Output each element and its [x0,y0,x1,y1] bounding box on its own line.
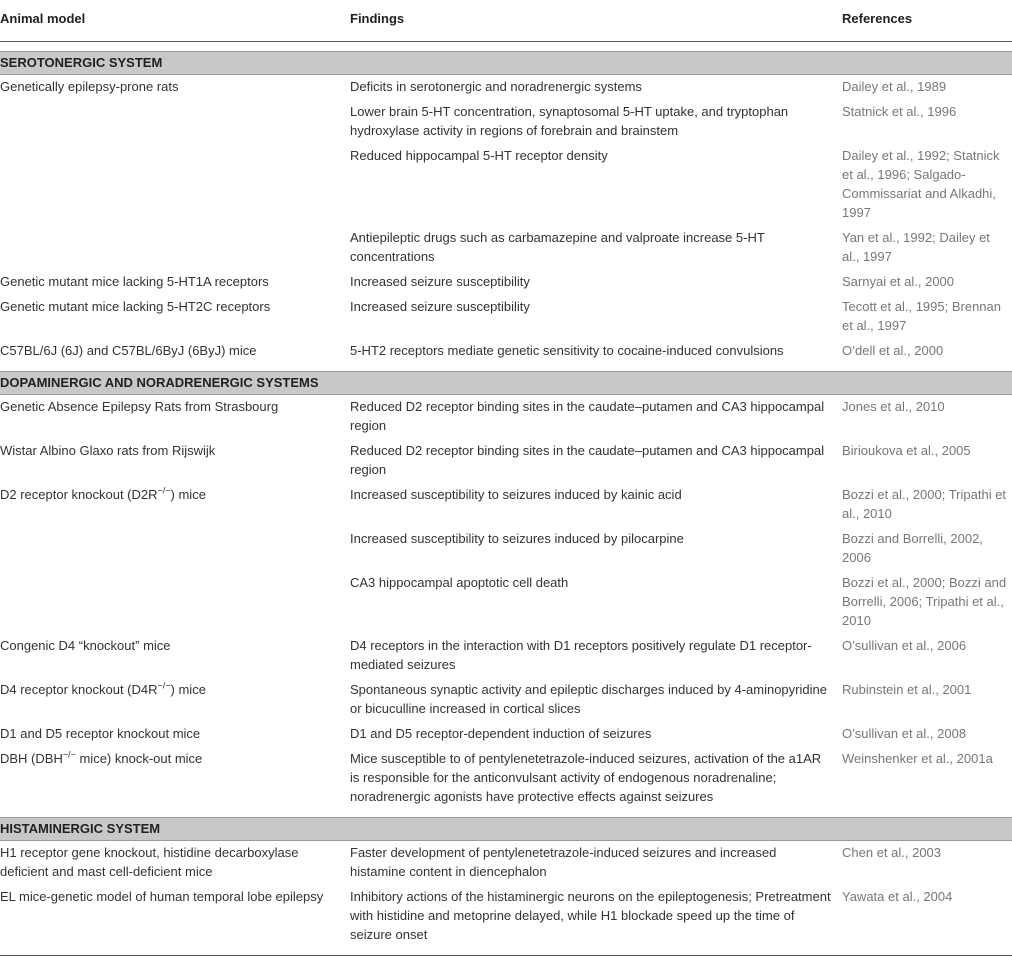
animal-model-text: Genetic mutant mice lacking 5-HT1A receptors [0,274,269,289]
reference-cell: O’sullivan et al., 2008 [842,726,967,741]
reference-cell: Statnick et al., 1996 [842,104,957,119]
animal-model-text: Genetic Absence Epilepsy Rats from Strasbourg [0,399,279,414]
gap-cell [0,810,1012,818]
finding-cell: Deficits in serotonergic and noradrenergic systems [350,79,642,94]
table-row [0,634,1012,678]
animal-model-superscript: −/− [157,485,171,496]
finding-cell: Increased susceptibility to seizures induced by kainic acid [350,487,682,502]
reference-cell: Bozzi et al., 2000; Bozzi and Borrelli, 2006; Tripathi et al., 2010 [842,575,1007,628]
animal-model-text: D1 and D5 receptor knockout mice [0,726,201,741]
reference-cell: Dailey et al., 1992; Statnick et al., 1996; Salgado-Commissariat and Alkadhi, 1997 [842,148,1000,220]
section-title: HISTAMINERGIC SYSTEM [0,818,1012,841]
table-row [0,527,1012,571]
animal-model-cell [0,885,350,948]
animal-model-text: Genetic mutant mice lacking 5-HT2C receptors [0,299,271,314]
animal-model-cell [0,571,350,634]
section-title: SEROTONERGIC SYSTEM [0,52,1012,75]
animal-model-text: Wistar Albino Glaxo rats from Rijswijk [0,443,216,458]
animal-model-text-tail: ) mice [170,682,206,697]
section-header-row [0,818,1012,841]
animal-model-cell [0,634,350,678]
animal-model-cell [0,483,350,527]
animal-model-cell [0,339,350,364]
finding-cell: Lower brain 5-HT concentration, synaptosomal 5-HT uptake, and tryptophan hydroxylase activity in regions of forebrain and brainstem [350,104,789,138]
finding-cell: Increased seizure susceptibility [350,274,530,289]
finding-cell: Increased seizure susceptibility [350,299,530,314]
table-row [0,100,1012,144]
finding-cell: Mice susceptible to of pentylenetetrazole-induced seizures, activation of the a1AR is responsible for the anticonvulsant activity of endogenous noradrenaline; noradrenergic agonists have protective effects against seizures [350,751,822,804]
animal-model-text: D4 receptor knockout (D4R [0,682,158,697]
animal-model-text: D2 receptor knockout (D2R [0,487,158,502]
reference-cell: Dailey et al., 1989 [842,79,947,94]
animal-model-cell [0,722,350,747]
spacer-cell [0,42,1012,52]
finding-cell: Inhibitory actions of the histaminergic neurons on the epileptogenesis; Pretreatment with histidine and metoprine delayed, while H1 blockade speed up the time of seizure onset [350,889,831,942]
section-title: DOPAMINERGIC AND NORADRENERGIC SYSTEMS [0,372,1012,395]
reference-cell: Yawata et al., 2004 [842,889,953,904]
reference-cell: Tecott et al., 1995; Brennan et al., 1997 [842,299,1001,333]
table-row [0,747,1012,810]
reference-cell: Jones et al., 2010 [842,399,945,414]
table-row [0,144,1012,226]
animal-model-cell [0,678,350,722]
table-row [0,75,1012,101]
animal-model-text: Congenic D4 “knockout” mice [0,638,171,653]
gap-cell [0,948,1012,956]
section-header-row [0,372,1012,395]
gap-cell [0,364,1012,372]
table-row [0,841,1012,886]
table-row [0,439,1012,483]
reference-cell: Yan et al., 1992; Dailey et al., 1997 [842,230,990,264]
reference-cell: Weinshenker et al., 2001a [842,751,993,766]
table-body [0,42,1012,956]
animal-model-text: Genetically epilepsy-prone rats [0,79,179,94]
animal-model-superscript: −/− [62,749,76,760]
animal-model-cell [0,841,350,886]
animal-model-cell [0,395,350,440]
section-gap [0,810,1012,818]
section-header-row [0,52,1012,75]
finding-cell: Faster development of pentylenetetrazole-induced seizures and increased histamine content in diencephalon [350,845,777,879]
table-row [0,483,1012,527]
animal-model-cell [0,439,350,483]
animal-model-cell [0,144,350,226]
table-header [0,0,1012,42]
finding-cell: Reduced D2 receptor binding sites in the caudate–putamen and CA3 hippocampal region [350,443,825,477]
finding-cell: Increased susceptibility to seizures induced by pilocarpine [350,531,684,546]
animal-model-cell [0,527,350,571]
animal-model-text: C57BL/6J (6J) and C57BL/6ByJ (6ByJ) mice [0,343,257,358]
animal-model-text: H1 receptor gene knockout, histidine decarboxylase deficient and mast cell-deficient mice [0,845,299,879]
header-findings: Findings [350,0,842,42]
table-row [0,295,1012,339]
finding-cell: Reduced hippocampal 5-HT receptor density [350,148,608,163]
table-row [0,678,1012,722]
animal-model-cell [0,100,350,144]
finding-cell: Reduced D2 receptor binding sites in the caudate–putamen and CA3 hippocampal region [350,399,825,433]
reference-cell: O’dell et al., 2000 [842,343,944,358]
reference-cell: Bozzi et al., 2000; Tripathi et al., 2010 [842,487,1007,521]
reference-cell: Sarnyai et al., 2000 [842,274,955,289]
table-row [0,339,1012,364]
animal-model-text: DBH (DBH [0,751,63,766]
table-row [0,395,1012,440]
section-gap [0,948,1012,956]
animal-model-cell [0,75,350,101]
table-row [0,226,1012,270]
reference-cell: Bozzi and Borrelli, 2002, 2006 [842,531,983,565]
finding-cell: 5-HT2 receptors mediate genetic sensitivity to cocaine-induced convulsions [350,343,784,358]
finding-cell: D1 and D5 receptor-dependent induction of seizures [350,726,652,741]
animal-model-cell [0,270,350,295]
animal-model-cell [0,226,350,270]
reference-cell: Birioukova et al., 2005 [842,443,971,458]
finding-cell: D4 receptors in the interaction with D1 receptors positively regulate D1 receptor-mediated seizures [350,638,812,672]
animal-model-text-tail: mice) knock-out mice [75,751,203,766]
section-gap [0,364,1012,372]
table-row [0,571,1012,634]
table-row [0,885,1012,948]
animal-model-text-tail: ) mice [170,487,206,502]
header-row [0,0,1012,42]
animal-model-text: EL mice-genetic model of human temporal lobe epilepsy [0,889,324,904]
reference-cell: O’sullivan et al., 2006 [842,638,967,653]
finding-cell: Antiepileptic drugs such as carbamazepine and valproate increase 5-HT concentrations [350,230,765,264]
header-animal-model: Animal model [0,0,350,42]
finding-cell: Spontaneous synaptic activity and epileptic discharges induced by 4-aminopyridine or bicuculline increased in cortical slices [350,682,827,716]
reference-cell: Chen et al., 2003 [842,845,942,860]
animal-model-superscript: −/− [157,680,171,691]
table-row [0,722,1012,747]
animal-model-cell [0,747,350,810]
animal-model-cell [0,295,350,339]
reference-cell: Rubinstein et al., 2001 [842,682,972,697]
header-spacer [0,42,1012,52]
table-row [0,270,1012,295]
header-references: References [842,0,1012,42]
finding-cell: CA3 hippocampal apoptotic cell death [350,575,569,590]
